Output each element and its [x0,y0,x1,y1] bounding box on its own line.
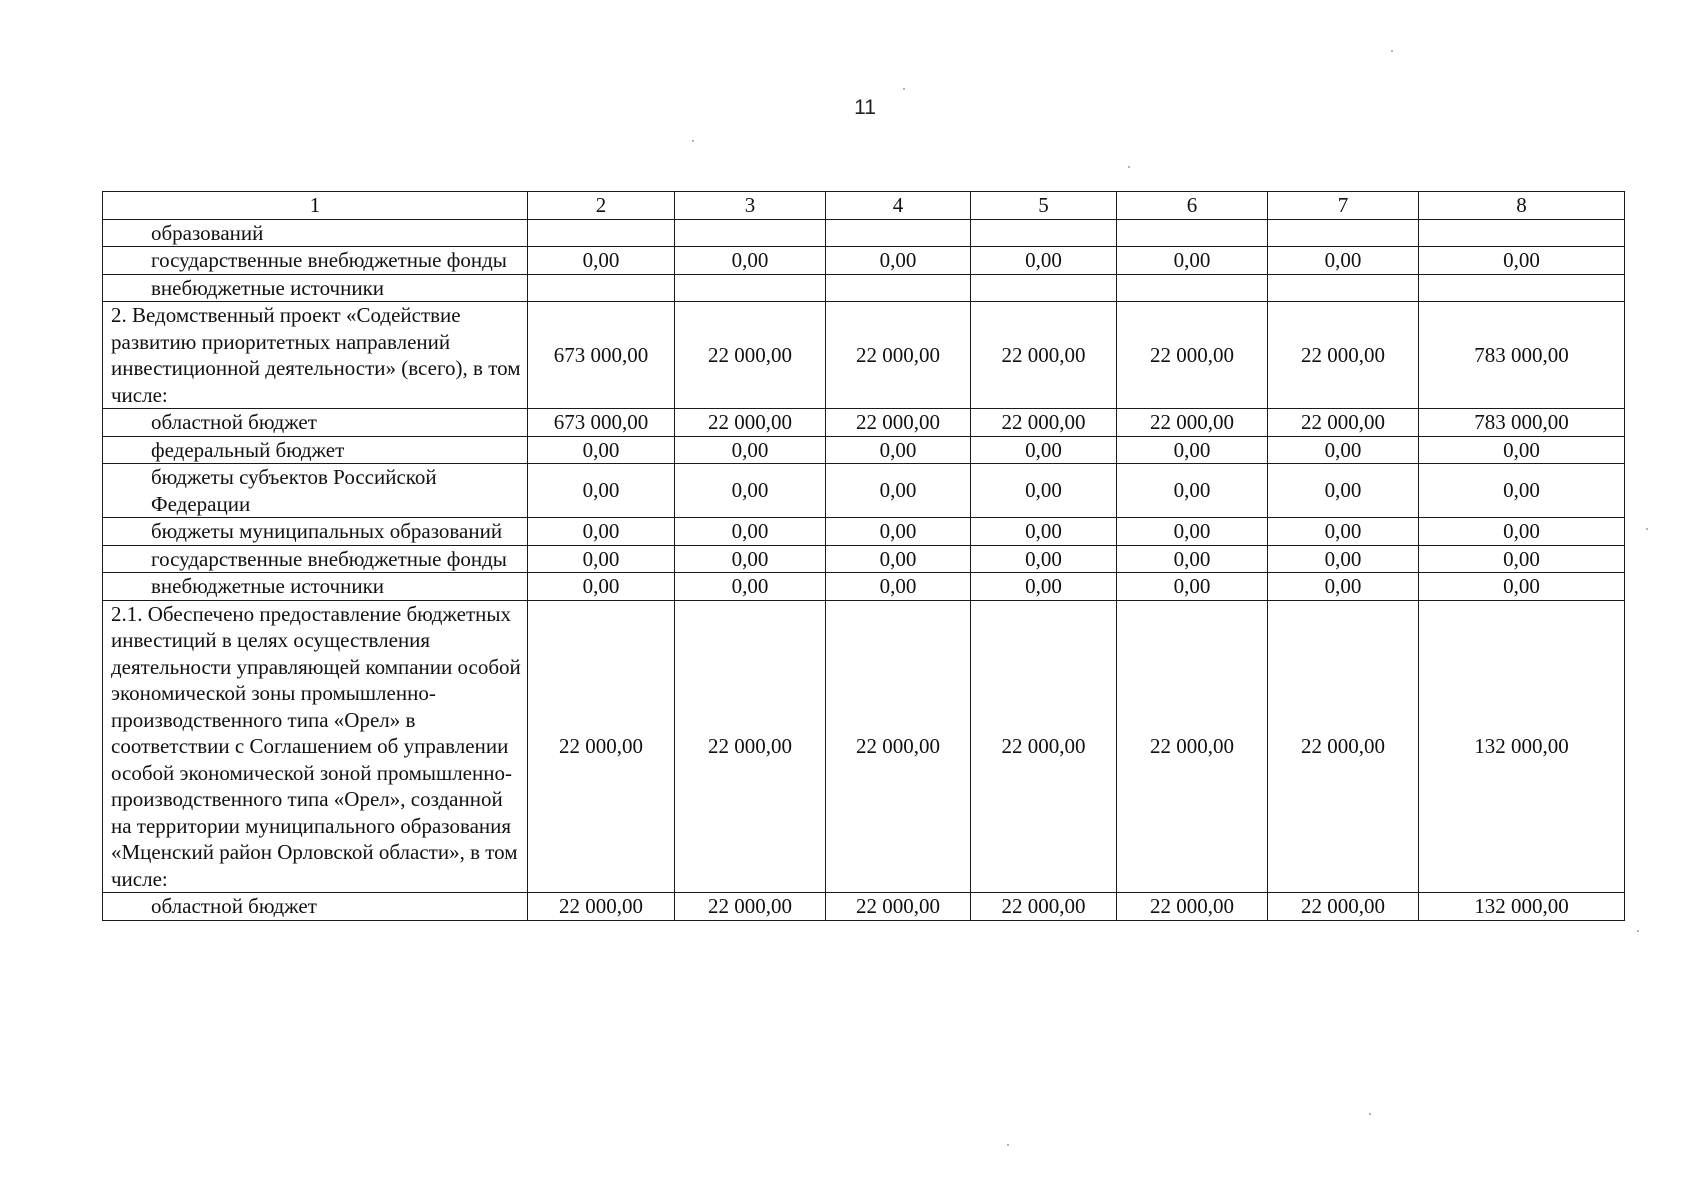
value-cell: 0,00 [1117,436,1268,464]
header-cell-4: 4 [826,192,971,220]
value-cell [1268,219,1419,247]
value-cell [528,274,675,302]
value-cell: 0,00 [826,545,971,573]
value-cell [528,219,675,247]
value-cell: 22 000,00 [971,600,1117,893]
row-label: бюджеты муниципальных образований [103,518,528,546]
value-cell: 0,00 [675,518,826,546]
value-cell: 0,00 [826,436,971,464]
value-cell: 22 000,00 [675,302,826,409]
row-label: федеральный бюджет [103,436,528,464]
value-cell: 22 000,00 [1117,302,1268,409]
value-cell [675,219,826,247]
value-cell: 0,00 [1117,518,1268,546]
row-label: 2. Ведомственный проект «Содействие развитию приоритетных направлений инвестиционной деятельности» (всего), в том числе: [103,302,528,409]
value-cell: 0,00 [1117,573,1268,601]
scan-speck [1646,528,1648,530]
value-cell: 0,00 [675,545,826,573]
header-cell-2: 2 [528,192,675,220]
value-cell: 0,00 [528,464,675,518]
row-label: образований [103,219,528,247]
header-row [103,192,1625,220]
row-label: государственные внебюджетные фонды [103,247,528,275]
header-cell-7: 7 [1268,192,1419,220]
value-cell: 673 000,00 [528,302,675,409]
value-cell: 0,00 [1117,464,1268,518]
value-cell: 0,00 [528,436,675,464]
header-cell-6: 6 [1117,192,1268,220]
value-cell: 22 000,00 [826,600,971,893]
value-cell: 22 000,00 [1117,600,1268,893]
value-cell: 0,00 [528,545,675,573]
value-cell: 22 000,00 [826,409,971,437]
table-row [103,302,1625,409]
header-cell-5: 5 [971,192,1117,220]
value-cell [826,219,971,247]
scan-speck [1007,1144,1009,1146]
value-cell [971,219,1117,247]
row-label: областной бюджет [103,893,528,921]
value-cell [1117,274,1268,302]
value-cell: 0,00 [1268,464,1419,518]
value-cell: 22 000,00 [826,893,971,921]
table-row [103,247,1625,275]
value-cell: 0,00 [1268,436,1419,464]
value-cell: 22 000,00 [528,893,675,921]
value-cell: 0,00 [1419,247,1625,275]
value-cell: 0,00 [971,247,1117,275]
table-row [103,219,1625,247]
table-body [103,192,1625,921]
value-cell [1268,274,1419,302]
value-cell: 0,00 [675,436,826,464]
row-label: государственные внебюджетные фонды [103,545,528,573]
value-cell: 0,00 [971,573,1117,601]
value-cell: 22 000,00 [1117,893,1268,921]
scan-speck [1391,50,1393,52]
value-cell: 0,00 [1419,518,1625,546]
value-cell: 22 000,00 [826,302,971,409]
scan-speck [1369,1113,1371,1115]
value-cell: 0,00 [1268,573,1419,601]
table-row [103,409,1625,437]
value-cell: 0,00 [675,247,826,275]
value-cell: 673 000,00 [528,409,675,437]
value-cell: 22 000,00 [1117,409,1268,437]
value-cell: 22 000,00 [1268,893,1419,921]
value-cell: 22 000,00 [1268,409,1419,437]
row-label: внебюджетные источники [103,573,528,601]
table-row [103,436,1625,464]
scan-speck [1128,166,1130,168]
table-row [103,518,1625,546]
value-cell: 0,00 [1419,573,1625,601]
value-cell: 0,00 [826,518,971,546]
scan-speck [1637,930,1639,932]
value-cell: 0,00 [826,464,971,518]
header-cell-1: 1 [103,192,528,220]
value-cell: 22 000,00 [1268,600,1419,893]
header-cell-3: 3 [675,192,826,220]
value-cell: 0,00 [826,573,971,601]
value-cell: 0,00 [971,518,1117,546]
value-cell: 132 000,00 [1419,893,1625,921]
budget-table [102,191,1625,921]
value-cell: 22 000,00 [675,600,826,893]
value-cell: 132 000,00 [1419,600,1625,893]
table-row [103,893,1625,921]
value-cell: 0,00 [971,545,1117,573]
row-label: 2.1. Обеспечено предоставление бюджетных инвестиций в целях осуществления деятельности управляющей компании особой экономической зоны промышленно-производственного типа «Орел» в соответствии с Соглашением об управлении особой экономической зоной промышленно-производственного типа «Орел», созданной на территории муниципального образования «Мценский район Орловской области», в том числе: [103,600,528,893]
value-cell [971,274,1117,302]
value-cell: 22 000,00 [971,302,1117,409]
value-cell: 0,00 [528,573,675,601]
value-cell: 0,00 [675,464,826,518]
value-cell: 0,00 [1419,464,1625,518]
row-label: областной бюджет [103,409,528,437]
value-cell: 22 000,00 [528,600,675,893]
value-cell: 22 000,00 [971,893,1117,921]
value-cell: 783 000,00 [1419,409,1625,437]
value-cell: 0,00 [971,464,1117,518]
value-cell: 22 000,00 [1268,302,1419,409]
table-row [103,274,1625,302]
value-cell: 0,00 [528,247,675,275]
value-cell: 0,00 [1419,436,1625,464]
value-cell: 0,00 [1268,545,1419,573]
value-cell [826,274,971,302]
table-row [103,573,1625,601]
value-cell [1419,274,1625,302]
value-cell: 0,00 [1419,545,1625,573]
value-cell [1117,219,1268,247]
value-cell: 0,00 [1268,247,1419,275]
header-cell-8: 8 [1419,192,1625,220]
scan-speck [692,140,694,142]
row-label: внебюджетные источники [103,274,528,302]
value-cell: 0,00 [1117,545,1268,573]
value-cell [675,274,826,302]
row-label: бюджеты субъектов Российской Федерации [103,464,528,518]
value-cell: 783 000,00 [1419,302,1625,409]
value-cell: 0,00 [826,247,971,275]
value-cell [1419,219,1625,247]
page-number: 11 [854,96,876,119]
table-row [103,600,1625,893]
value-cell: 0,00 [971,436,1117,464]
value-cell: 22 000,00 [675,893,826,921]
value-cell: 0,00 [1268,518,1419,546]
scan-speck [903,88,905,90]
value-cell: 0,00 [528,518,675,546]
table-row [103,464,1625,518]
value-cell: 22 000,00 [675,409,826,437]
value-cell: 22 000,00 [971,409,1117,437]
table-row [103,545,1625,573]
value-cell: 0,00 [1117,247,1268,275]
value-cell: 0,00 [675,573,826,601]
